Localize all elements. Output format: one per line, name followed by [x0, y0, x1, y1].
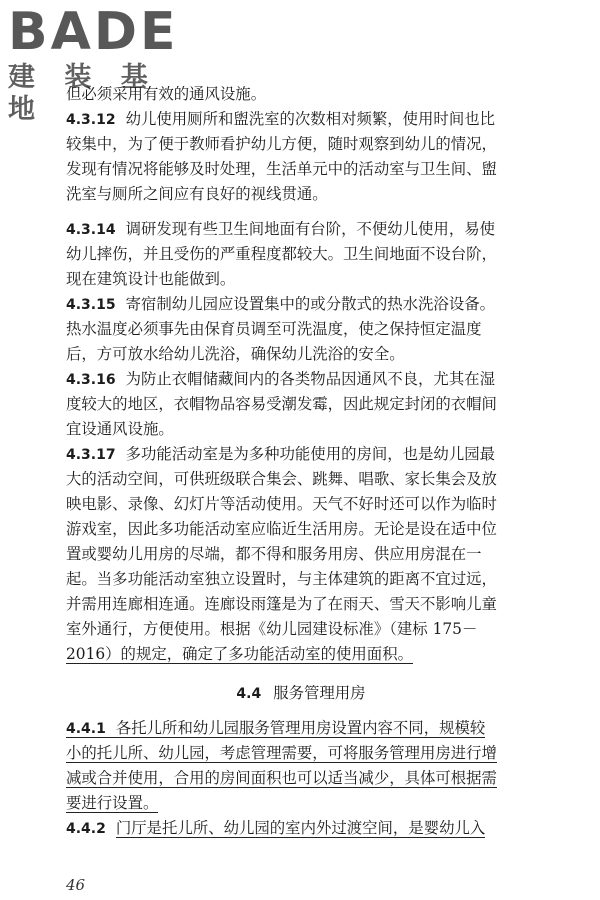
text-line: 起。当多功能活动室独立设置时，与主体建筑的距离不宜过远， — [66, 570, 497, 588]
text-span: 多功能活动室是为多种功能使用的房间，也是幼儿园最 — [125, 445, 495, 463]
text-line: 幼儿摔伤，并且受伤的严重程度都较大。卫生间地面不设台阶， — [66, 245, 497, 263]
clause-number: 4.4.1 — [66, 721, 106, 737]
text-line: 度较大的地区，衣帽物品容易受潮发霉，因此规定封闭的衣帽间 — [66, 395, 497, 413]
text-line — [66, 791, 536, 816]
text-line: 但必须采用有效的通风设施。 — [66, 85, 267, 103]
text-span: 幼儿使用厕所和盥洗室的次数相对频繁，使用时间也比 — [125, 110, 495, 128]
text-line — [66, 107, 536, 132]
clause-number: 4.3.15 — [66, 297, 116, 313]
text-line — [66, 367, 536, 392]
text-line — [66, 217, 536, 242]
underlined-text: 要进行设置。 — [66, 794, 159, 812]
clause-4-3-15 — [66, 292, 536, 367]
text-line — [66, 716, 536, 741]
text-line — [66, 741, 536, 766]
clause-4-3-12 — [66, 107, 536, 207]
clause-number: 4.3.16 — [66, 372, 116, 388]
text-line: 游戏室，因此多功能活动室应临近生活用房。无论是设在适中位 — [66, 520, 497, 538]
text-line: 发现有情况将能够及时处理，生活单元中的活动室与卫生间、盥 — [66, 160, 497, 178]
underlined-text — [66, 719, 485, 738]
clause-number: 4.3.12 — [66, 112, 116, 128]
underlined-text: 小的托儿所、幼儿园，考虑管理需要，可将服务管理用房进行增 — [66, 744, 497, 762]
text-line — [66, 292, 536, 317]
section-title: 服务管理用房 — [273, 684, 366, 702]
text-span: 各托儿所和幼儿园服务管理用房设置内容不同，规模较 — [115, 719, 486, 737]
page-number: 46 — [66, 876, 86, 894]
clause-4-3-16 — [66, 367, 536, 442]
text-line — [66, 442, 536, 467]
section-number: 4.4 — [236, 686, 262, 702]
section-heading — [66, 681, 536, 706]
page-body — [66, 82, 536, 841]
text-line: 后，方可放水给幼儿洗浴，确保幼儿洗浴的安全。 — [66, 345, 405, 363]
underlined-text: 2016）的规定，确定了多功能活动室的使用面积。 — [66, 645, 413, 663]
text-line: 较集中，为了便于教师看护幼儿方便，随时观察到幼儿的情况， — [66, 135, 497, 153]
text-line: 现在建筑设计也能做到。 — [66, 270, 236, 288]
clause-number: 4.3.14 — [66, 222, 116, 238]
text-line — [66, 816, 536, 841]
text-line: 室外通行，方便使用。根据《幼儿园建设标准》（建标 175－ — [66, 620, 478, 638]
text-line: 置或婴幼儿用房的尽端，都不得和服务用房、供应用房混在一 — [66, 545, 482, 563]
text-line — [66, 642, 536, 667]
clause-number: 4.3.17 — [66, 447, 116, 463]
clause-4-3-17 — [66, 442, 536, 667]
text-line: 洗室与厕所之间应有良好的视线贯通。 — [66, 185, 328, 203]
underlined-text: 减或合并使用，合用的房间面积也可以适当减少，具体可根据需 — [66, 769, 497, 787]
text-span: 为防止衣帽储藏间内的各类物品因通风不良，尤其在湿 — [125, 370, 495, 388]
text-line: 宜设通风设施。 — [66, 420, 174, 438]
logo-wordmark: BADE — [8, 2, 179, 62]
clause-number: 4.4.2 — [66, 821, 106, 837]
logo-subtitle: 建 装 基 地 — [8, 62, 158, 125]
text-line — [66, 766, 536, 791]
underlined-text: 门厅是托儿所、幼儿园的室内外过渡空间，是婴幼儿入 — [115, 819, 486, 837]
clause-4-4-1 — [66, 716, 536, 816]
text-line: 热水温度必须事先由保育员调至可洗温度，使之保持恒定温度 — [66, 320, 482, 338]
text-span: 调研发现有些卫生间地面有台阶，不便幼儿使用，易使 — [125, 220, 495, 238]
clause-4-4-2 — [66, 816, 536, 841]
text-line: 映电影、录像、幻灯片等活动使用。天气不好时还可以作为临时 — [66, 495, 497, 513]
text-span: 寄宿制幼儿园应设置集中的或分散式的热水洗浴设备。 — [125, 295, 495, 313]
text-line: 大的活动空间，可供班级联合集会、跳舞、唱歌、家长集会及放 — [66, 470, 497, 488]
text-line: 并需用连廊相连通。连廊设雨篷是为了在雨天、雪天不影响儿童 — [66, 595, 497, 613]
clause-4-3-14 — [66, 217, 536, 292]
